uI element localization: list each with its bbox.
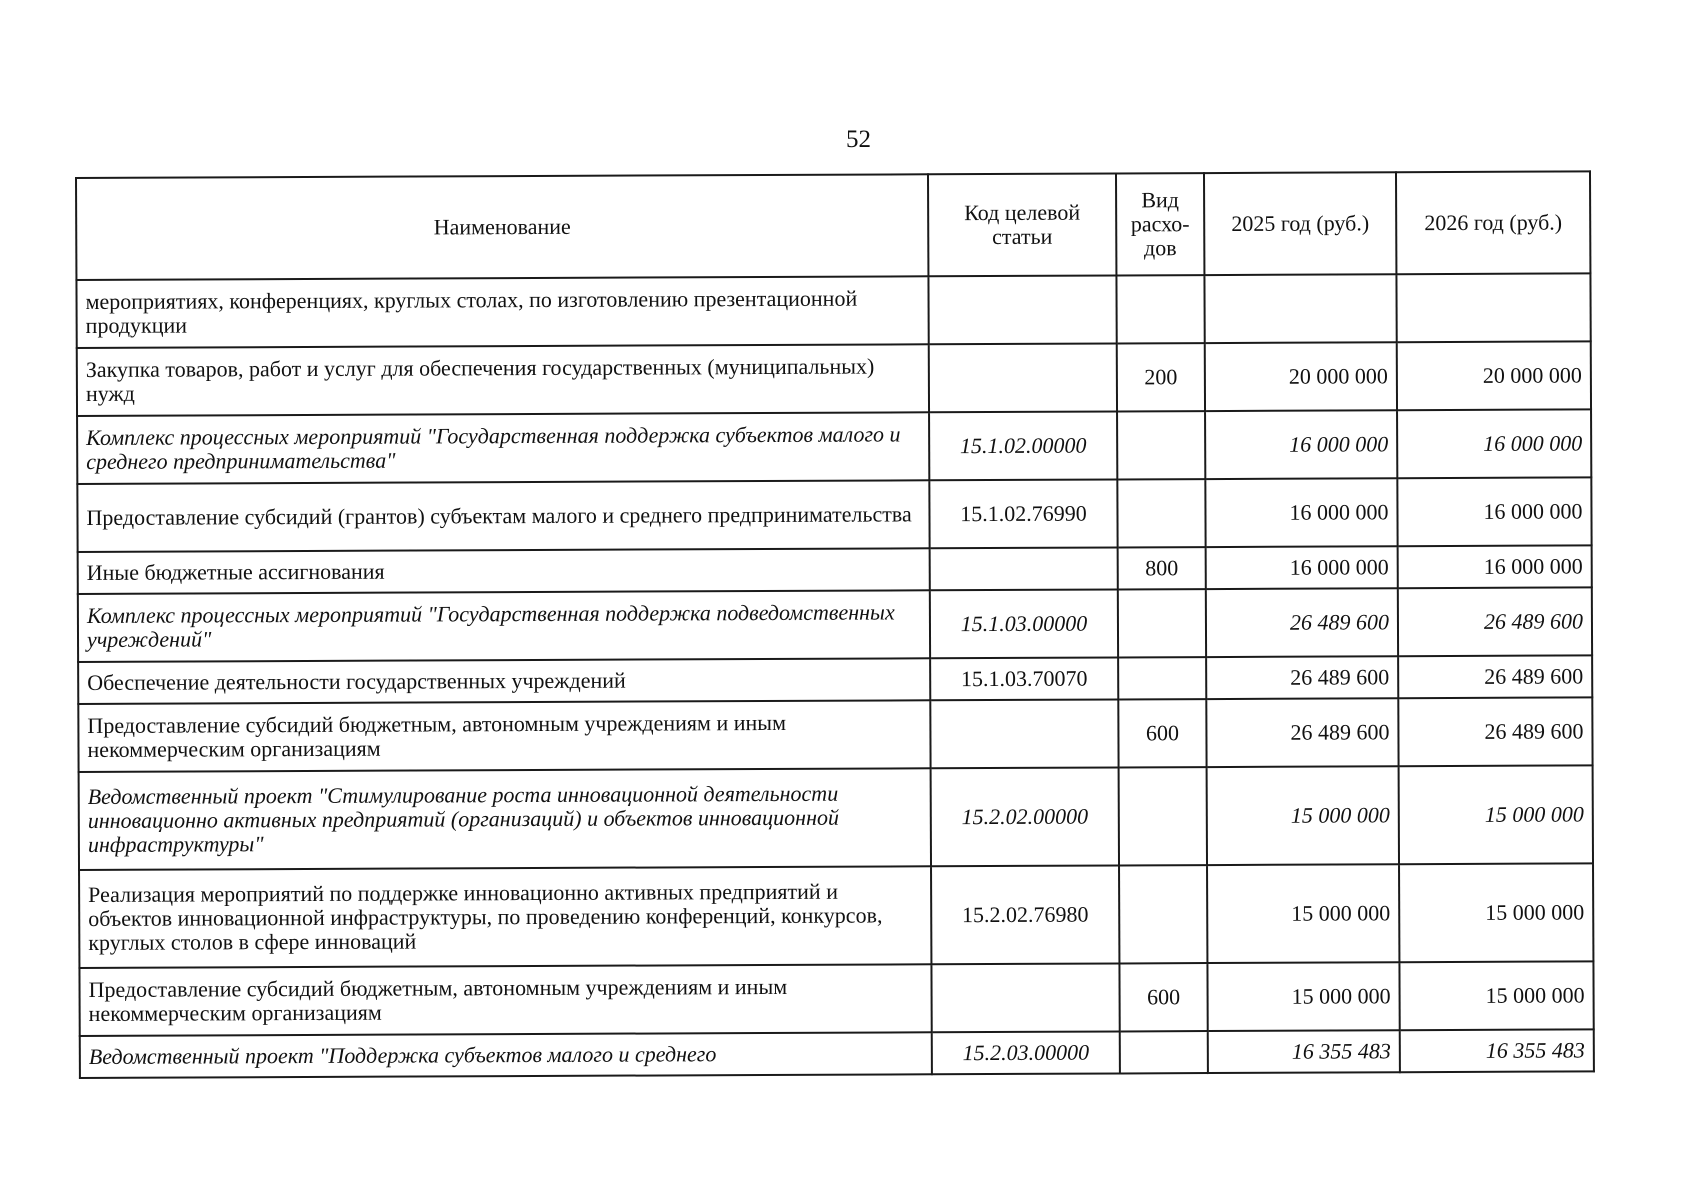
budget-table: [75, 170, 1595, 1079]
cell-vid: 600: [1118, 699, 1206, 767]
page-number: 52: [846, 126, 871, 153]
cell-name: Ведомственный проект "Стимулирование роста инновационной деятельности инновационно активных предприятий (организаций) и объектов инновационной инфраструктуры": [79, 768, 931, 870]
cell-2025: 16 000 000: [1206, 546, 1398, 589]
cell-code: 15.1.02.76990: [929, 479, 1117, 548]
table-row: [79, 765, 1593, 870]
table-row: [78, 697, 1592, 772]
table-row: [76, 273, 1590, 348]
cell-2025: 16 355 483: [1208, 1030, 1400, 1073]
cell-2025: 26 489 600: [1206, 698, 1398, 767]
cell-2025: 20 000 000: [1205, 342, 1397, 411]
cell-code: 15.2.03.00000: [932, 1031, 1120, 1074]
cell-2026: 26 489 600: [1398, 587, 1592, 656]
header-2026: 2026 год (руб.): [1396, 171, 1590, 274]
cell-2026: 15 000 000: [1399, 961, 1593, 1030]
header-vid: Вид расхо-дов: [1116, 173, 1204, 275]
cell-name: мероприятиях, конференциях, круглых столах, по изготовлению презентационной продукции: [76, 276, 928, 348]
table-row: [80, 1029, 1594, 1078]
table-row: [78, 587, 1592, 662]
cell-vid: [1118, 657, 1206, 699]
cell-2025: 26 489 600: [1206, 588, 1398, 657]
cell-code: 15.1.02.00000: [929, 411, 1117, 480]
table-row: [77, 409, 1591, 484]
cell-2026: 15 000 000: [1399, 765, 1593, 864]
table-row: [79, 961, 1593, 1036]
cell-name: Реализация мероприятий по поддержке инновационно активных предприятий и объектов инновационной инфраструктуры, по проведению конференций, конкурсов, круглых столов в сфере инноваций: [79, 866, 931, 968]
cell-code: 15.2.02.00000: [931, 767, 1119, 866]
cell-2026: 16 355 483: [1400, 1029, 1594, 1072]
cell-code: [930, 547, 1118, 590]
cell-2026: 16 000 000: [1397, 477, 1591, 546]
table-row: [79, 863, 1593, 968]
table-row: [78, 545, 1592, 594]
cell-2026: 26 489 600: [1398, 697, 1592, 766]
cell-name: Комплекс процессных мероприятий "Государственная поддержка подведомственных учреждений": [78, 590, 930, 662]
table-row: [77, 341, 1591, 416]
cell-2026: [1396, 273, 1590, 342]
header-code: Код целевой статьи: [928, 173, 1116, 276]
header-2025: 2025 год (руб.): [1204, 172, 1396, 275]
table-header-row: [76, 171, 1590, 280]
cell-2025: [1204, 274, 1396, 343]
cell-name: Предоставление субсидий бюджетным, автономным учреждениям и иным некоммерческим организациям: [79, 964, 931, 1036]
cell-code: 15.1.03.00000: [930, 589, 1118, 658]
cell-vid: 600: [1119, 963, 1207, 1031]
cell-name: Предоставление субсидий (грантов) субъектам малого и среднего предпринимательства: [77, 480, 929, 552]
table-row: [77, 477, 1591, 552]
cell-2025: 15 000 000: [1207, 962, 1399, 1031]
cell-code: [929, 343, 1117, 412]
cell-code: 15.2.02.76980: [931, 865, 1119, 964]
cell-vid: [1116, 275, 1204, 343]
cell-2025: 26 489 600: [1206, 656, 1398, 699]
table-row: [78, 655, 1592, 704]
cell-vid: [1119, 767, 1207, 865]
cell-name: Предоставление субсидий бюджетным, автономным учреждениям и иным некоммерческим организациям: [78, 700, 930, 772]
cell-2026: 16 000 000: [1398, 545, 1592, 588]
cell-code: [928, 275, 1116, 344]
cell-code: 15.1.03.70070: [930, 657, 1118, 700]
cell-2025: 15 000 000: [1207, 766, 1399, 865]
cell-2025: 16 000 000: [1205, 410, 1397, 479]
cell-vid: [1117, 411, 1205, 479]
cell-2026: 20 000 000: [1397, 341, 1591, 410]
cell-name: Комплекс процессных мероприятий "Государственная поддержка субъектов малого и среднего предпринимательства": [77, 412, 929, 484]
cell-name: Ведомственный проект "Поддержка субъектов малого и среднего: [80, 1032, 932, 1078]
cell-vid: 800: [1118, 547, 1206, 589]
cell-name: Обеспечение деятельности государственных учреждений: [78, 658, 930, 704]
cell-vid: [1118, 589, 1206, 657]
cell-2025: 15 000 000: [1207, 864, 1399, 963]
cell-vid: 200: [1117, 343, 1205, 411]
cell-2026: 15 000 000: [1399, 863, 1593, 962]
cell-2025: 16 000 000: [1205, 478, 1397, 547]
cell-code: [931, 963, 1119, 1032]
cell-name: Иные бюджетные ассигнования: [78, 548, 930, 594]
cell-vid: [1119, 865, 1207, 963]
cell-code: [930, 699, 1118, 768]
cell-vid: [1117, 479, 1205, 547]
cell-name: Закупка товаров, работ и услуг для обеспечения государственных (муниципальных) нужд: [77, 344, 929, 416]
cell-2026: 26 489 600: [1398, 655, 1592, 698]
header-name: Наименование: [76, 174, 928, 280]
cell-2026: 16 000 000: [1397, 409, 1591, 478]
cell-vid: [1120, 1031, 1208, 1073]
